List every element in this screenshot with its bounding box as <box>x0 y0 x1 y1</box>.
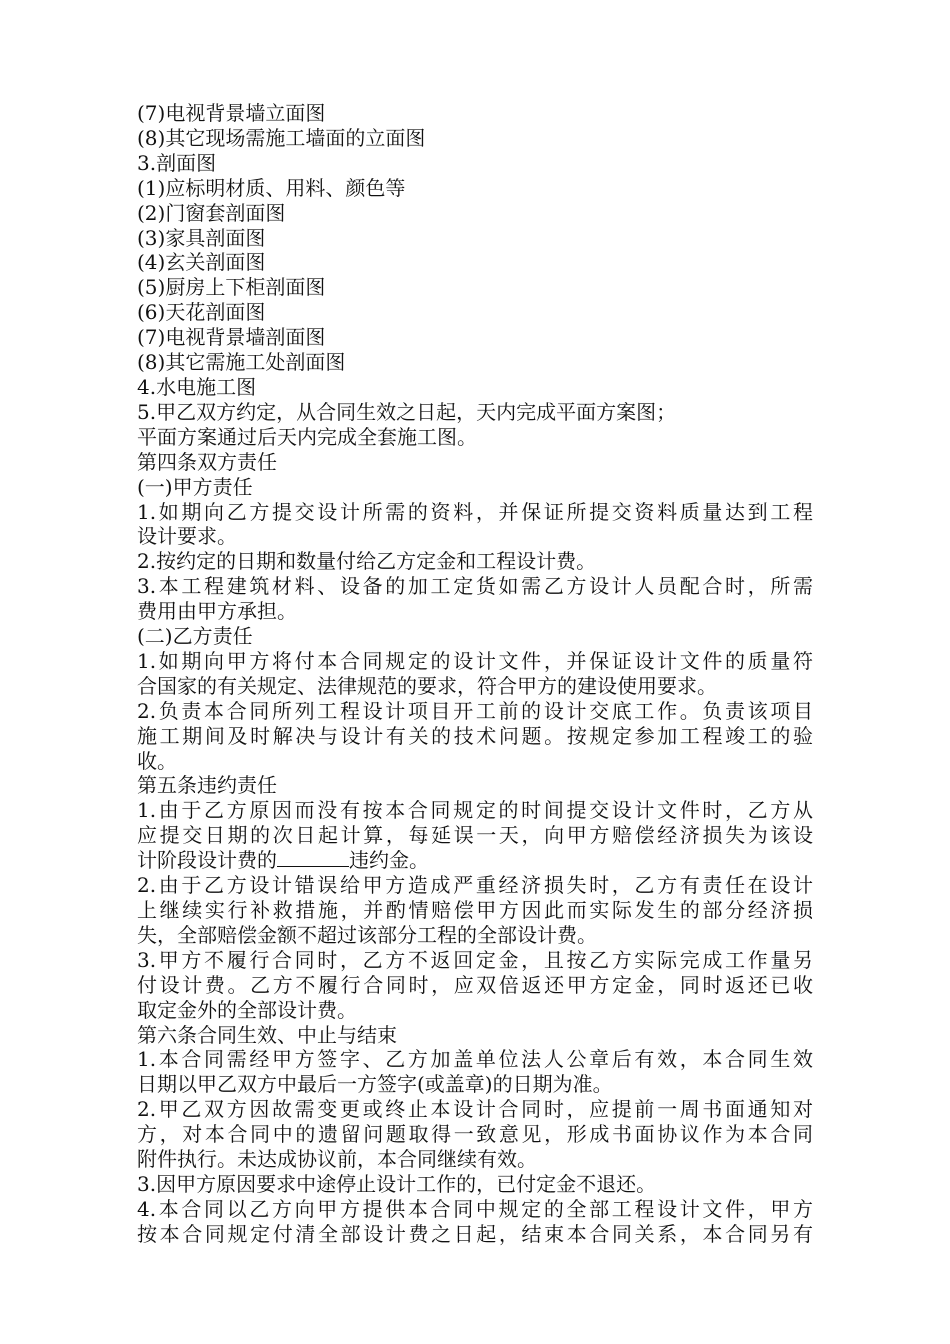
section-heading: 4.水电施工图 <box>137 374 257 399</box>
text-line: 3.因甲方原因要求中途停止设计工作的，已付定金不退还。 <box>137 1171 657 1196</box>
text-line: 费用由甲方承担。 <box>137 599 297 624</box>
text-line: 2.甲乙双方因故需变更或终止本设计合同时，应提前一周书面通知对 <box>137 1097 813 1122</box>
text-line: 平面方案通过后天内完成全套施工图。 <box>137 424 477 449</box>
text-line: 失，全部赔偿金额不超过该部分工程的全部设计费。 <box>137 922 597 947</box>
text-line: 附件执行。未达成协议前，本合同继续有效。 <box>137 1147 537 1172</box>
text-line: (7)电视背景墙剖面图 <box>137 325 326 350</box>
text-line: 付设计费。乙方不履行合同时，应双倍返还甲方定金，同时返还已收 <box>137 972 813 997</box>
text-line: (1)应标明材质、用料、颜色等 <box>137 175 406 200</box>
text-line: 取定金外的全部设计费。 <box>137 997 357 1022</box>
text-line: 3.甲方不履行合同时，乙方不返回定金，且按乙方实际完成工作量另 <box>137 947 813 972</box>
text-line: 5.甲乙双方约定，从合同生效之日起，天内完成平面方案图； <box>137 399 677 424</box>
text-line: 应提交日期的次日起计算，每延误一天，向甲方赔偿经济损失为该设 <box>137 823 813 848</box>
text-line: 2.由于乙方设计错误给甲方造成严重经济损失时，乙方有责任在设计 <box>137 873 813 898</box>
text-line: (2)门窗套剖面图 <box>137 200 286 225</box>
text-segment: 计阶段设计费的 <box>137 848 277 873</box>
text-line: (6)天花剖面图 <box>137 300 266 325</box>
document-body <box>137 101 813 1247</box>
article-heading: 第六条合同生效、中止与结束 <box>137 1022 397 1047</box>
text-line: (3)家具剖面图 <box>137 225 266 250</box>
text-line: 2.按约定的日期和数量付给乙方定金和工程设计费。 <box>137 549 597 574</box>
text-line: 日期以甲乙双方中最后一方签字(或盖章)的日期为准。 <box>137 1072 613 1097</box>
text-line: 方，对本合同中的遗留问题取得一致意见，形成书面协议作为本合同 <box>137 1122 813 1147</box>
text-line: 按本合同规定付清全部设计费之日起，结束本合同关系，本合同另有 <box>137 1221 813 1246</box>
text-line: 上继续实行补救措施，并酌情赔偿甲方因此而实际发生的部分经济损 <box>137 898 813 922</box>
text-line: 设计要求。 <box>137 524 237 549</box>
text-line: (8)其它现场需施工墙面的立面图 <box>137 125 426 150</box>
text-line-with-blank <box>137 848 813 873</box>
text-line: (8)其它需施工处剖面图 <box>137 350 346 375</box>
article-heading: 第四条双方责任 <box>137 449 277 474</box>
text-line: 收。 <box>137 748 177 773</box>
text-line: (5)厨房上下柜剖面图 <box>137 275 326 300</box>
article-heading: 第五条违约责任 <box>137 773 277 798</box>
text-segment: 违约金。 <box>349 848 429 873</box>
text-line: (4)玄关剖面图 <box>137 250 266 275</box>
text-line: 1.由于乙方原因而没有按本合同规定的时间提交设计文件时，乙方从 <box>137 798 813 823</box>
text-line: 合国家的有关规定、法律规范的要求，符合甲方的建设使用要求。 <box>137 673 717 698</box>
text-line: 施工期间及时解决与设计有关的技术问题。按规定参加工程竣工的验 <box>137 723 813 748</box>
section-heading: 3.剖面图 <box>137 150 217 175</box>
subsection-heading: (一)甲方责任 <box>137 474 253 499</box>
text-line: 3.本工程建筑材料、设备的加工定货如需乙方设计人员配合时，所需 <box>137 574 813 599</box>
text-line: 1.如期向乙方提交设计所需的资料，并保证所提交资料质量达到工程 <box>137 499 813 524</box>
text-line: 1.本合同需经甲方签字、乙方加盖单位法人公章后有效，本合同生效 <box>137 1047 813 1072</box>
text-line: (7)电视背景墙立面图 <box>137 101 326 125</box>
text-line: 1.如期向甲方将付本合同规定的设计文件，并保证设计文件的质量符 <box>137 648 813 673</box>
text-line: 2.负责本合同所列工程设计项目开工前的设计交底工作。负责该项目 <box>137 698 813 723</box>
text-line: 4.本合同以乙方向甲方提供本合同中规定的全部工程设计文件，甲方 <box>137 1196 813 1221</box>
subsection-heading: (二)乙方责任 <box>137 624 253 649</box>
fill-in-blank <box>277 848 349 867</box>
